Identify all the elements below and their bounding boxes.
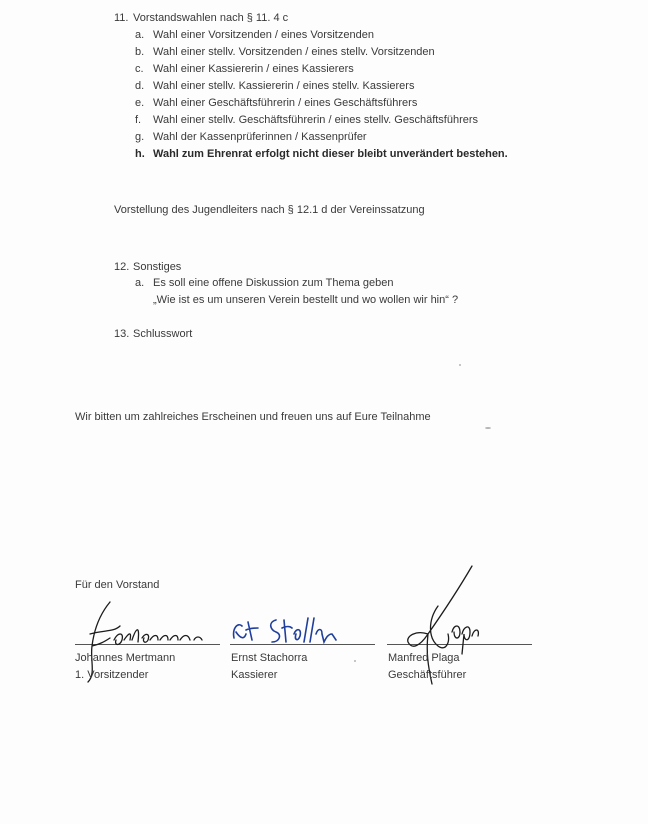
- jugendleiter-line: Vorstellung des Jugendleiters nach § 12.1 d der Vereinssatzung: [114, 204, 425, 216]
- item-11a-letter: a.: [135, 29, 145, 41]
- signatory-1-role: 1. Vorsitzender: [75, 669, 149, 681]
- item-13-number: 13.: [114, 328, 130, 340]
- item-12-title: Sonstiges: [133, 261, 182, 273]
- item-11c-letter: c.: [135, 63, 144, 75]
- item-11-number: 11.: [114, 12, 129, 24]
- item-12-number: 12.: [114, 261, 130, 273]
- scan-speck: [459, 364, 461, 366]
- invitation-text: Wir bitten um zahlreiches Erscheinen und freuen uns auf Eure Teilnahme: [75, 411, 431, 423]
- item-12a-line1: Es soll eine offene Diskussion zum Thema geben: [153, 277, 394, 289]
- item-11b-letter: b.: [135, 46, 145, 58]
- signatory-2-name: Ernst Stachorra: [231, 652, 308, 664]
- item-13-title: Schlusswort: [133, 328, 193, 340]
- item-11d-letter: d.: [135, 80, 145, 92]
- item-11g-letter: g.: [135, 131, 145, 143]
- item-11e-letter: e.: [135, 97, 145, 109]
- item-11e-text: Wahl einer Geschäftsführerin / eines Geschäftsführers: [153, 97, 418, 109]
- item-11a-text: Wahl einer Vorsitzenden / eines Vorsitzenden: [153, 29, 374, 41]
- item-12a-letter: a.: [135, 277, 145, 289]
- item-11d-text: Wahl einer stellv. Kassiererin / eines stellv. Kassierers: [153, 80, 415, 92]
- item-11b-text: Wahl einer stellv. Vorsitzenden / eines stellv. Vorsitzenden: [153, 46, 435, 58]
- signature-stachorra: [228, 612, 348, 652]
- signatory-3-name: Manfred Plaga: [388, 652, 460, 664]
- item-11c-text: Wahl einer Kassiererin / eines Kassierers: [153, 63, 354, 75]
- signatory-1-name: Johannes Mertmann: [75, 652, 176, 664]
- scan-speck: [354, 660, 356, 662]
- item-11h-letter: h.: [135, 148, 145, 160]
- item-12a-line2: „Wie ist es um unseren Verein bestellt und wo wollen wir hin“ ?: [153, 294, 459, 306]
- item-11h-text: Wahl zum Ehrenrat erfolgt nicht dieser bleibt unverändert bestehen.: [153, 148, 508, 160]
- scan-speck: [485, 427, 491, 429]
- item-11f-letter: f.: [135, 114, 142, 126]
- closing-text: Für den Vorstand: [75, 579, 160, 591]
- signatory-3-role: Geschäftsführer: [388, 669, 467, 681]
- item-11-title: Vorstandswahlen nach § 11. 4 c: [133, 12, 289, 24]
- signatory-2-role: Kassierer: [231, 669, 278, 681]
- item-11f-text: Wahl einer stellv. Geschäftsführerin / eines stellv. Geschäftsführers: [153, 114, 479, 126]
- item-11g-text: Wahl der Kassenprüferinnen / Kassenprüfer: [153, 131, 367, 143]
